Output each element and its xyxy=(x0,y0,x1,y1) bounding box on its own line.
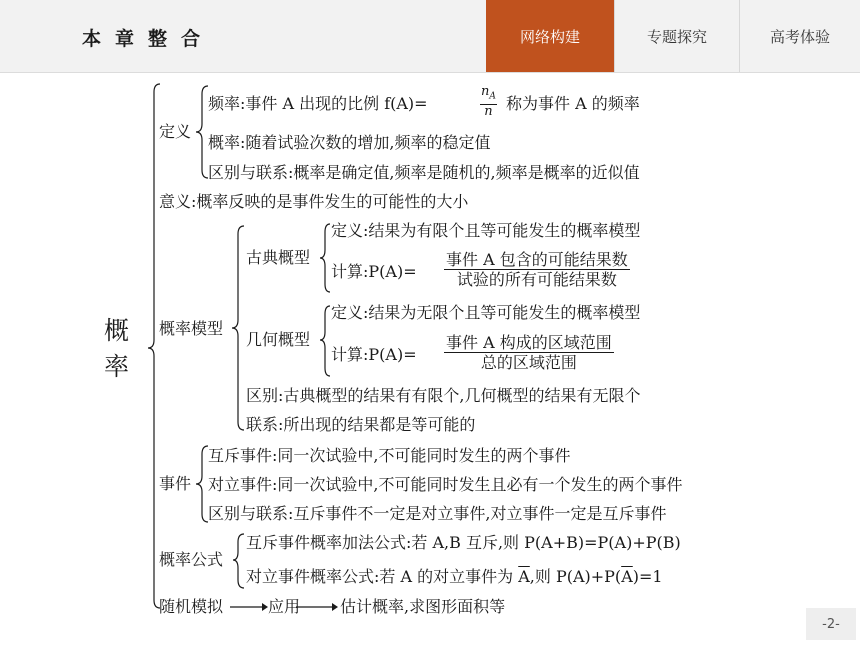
geometric-label: 几何概型 xyxy=(246,330,311,349)
mutex-events: 互斥事件:同一次试验中,不可能同时发生的两个事件 xyxy=(208,446,571,465)
models-brace xyxy=(232,226,244,430)
complement-events: 对立事件:同一次试验中,不可能同时发生且必有一个发生的两个事件 xyxy=(208,475,683,494)
root-char-1: 概 xyxy=(104,316,130,345)
tab-topics[interactable]: 专题探究 xyxy=(646,27,707,46)
freq-fraction: $\frac{n_A}{n}$ xyxy=(481,84,496,119)
prob-definition: 概率:随着试验次数的增加,频率的稳定值 xyxy=(208,133,491,152)
complement-formula: 对立事件概率公式:若 A 的对立事件为 $\overline{A}$,则 $P(A)+P(\overline{A})=1$ xyxy=(246,567,663,586)
simulation-step1: 应用 xyxy=(268,597,301,616)
classical-brace xyxy=(320,224,330,292)
geometric-calc-prefix: 计算:P(A)= xyxy=(331,345,417,364)
classical-def: 定义:结果为有限个且等可能发生的概率模型 xyxy=(331,221,641,240)
geometric-brace xyxy=(320,306,330,376)
simulation-label: 随机模拟 xyxy=(159,597,224,616)
events-relation: 区别与联系:互斥事件不一定是对立事件,对立事件一定是互斥事件 xyxy=(208,504,667,523)
meaning: 意义:概率反映的是事件发生的可能性的大小 xyxy=(159,192,469,211)
geometric-fraction: 事件 A 构成的区域范围 总的区域范围 xyxy=(446,333,612,372)
models-connection: 联系:所出现的结果都是等可能的 xyxy=(246,415,476,434)
freq-suffix: 称为事件 A 的频率 xyxy=(506,94,640,113)
geometric-def: 定义:结果为无限个且等可能发生的概率模型 xyxy=(331,303,641,322)
events-brace xyxy=(196,446,208,522)
simulation-step2: 估计概率,求图形面积等 xyxy=(340,597,506,616)
addition-formula: 互斥事件概率加法公式:若 A,B 互斥,则 P(A+B)=P(A)+P(B) xyxy=(246,533,681,552)
classical-fraction: 事件 A 包含的可能结果数 试验的所有可能结果数 xyxy=(446,250,628,289)
definition-label: 定义 xyxy=(159,122,192,141)
formulas-label: 概率公式 xyxy=(159,550,224,569)
arrow-head xyxy=(332,603,338,611)
tab-exam[interactable]: 高考体验 xyxy=(769,27,830,46)
page-number: -2- xyxy=(806,608,856,640)
root-char-2: 率 xyxy=(104,352,130,381)
tab-network[interactable]: 网络构建 xyxy=(486,0,614,72)
models-label: 概率模型 xyxy=(159,319,224,338)
models-difference: 区别:古典概型的结果有有限个,几何概型的结果有无限个 xyxy=(246,386,641,405)
chapter-title: 本章整合 xyxy=(82,28,215,50)
definition-relation: 区别与联系:概率是确定值,频率是随机的,频率是概率的近似值 xyxy=(208,163,640,182)
classical-label: 古典概型 xyxy=(246,248,311,267)
definition-brace xyxy=(196,86,208,178)
freq-prefix: 频率:事件 A 出现的比例 f(A)= xyxy=(208,94,428,113)
formulas-brace xyxy=(233,534,244,588)
events-label: 事件 xyxy=(159,474,192,493)
classical-calc-prefix: 计算:P(A)= xyxy=(331,262,417,281)
main-brace xyxy=(148,84,160,608)
